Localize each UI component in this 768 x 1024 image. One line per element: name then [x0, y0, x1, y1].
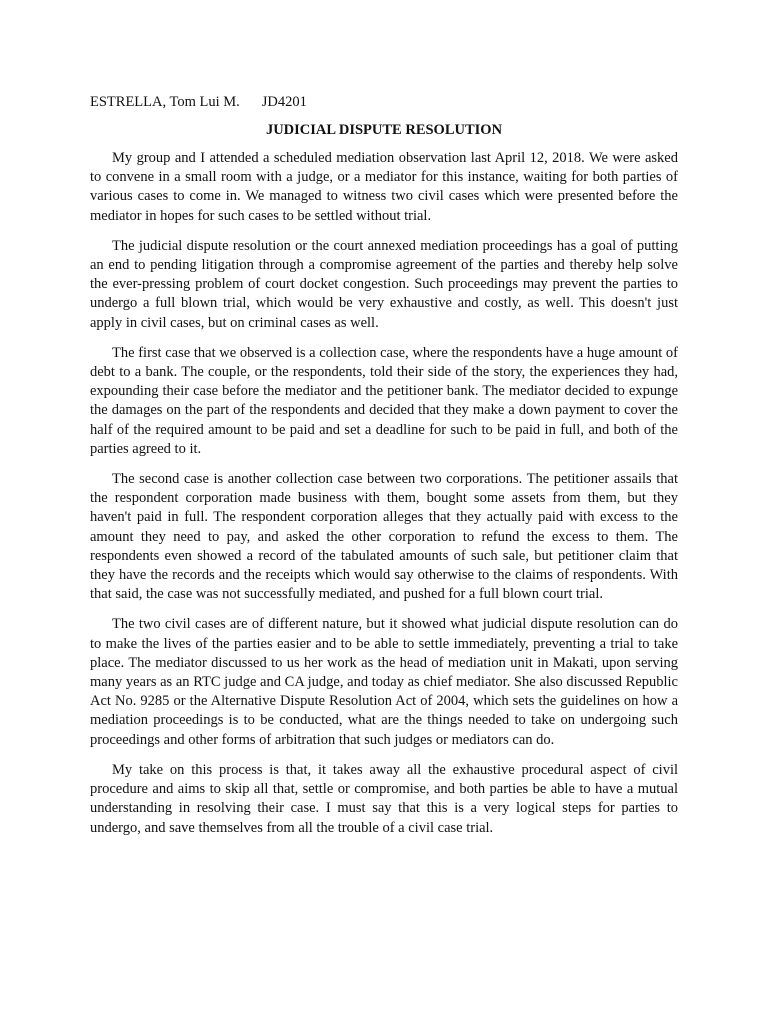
paragraph-6: My take on this process is that, it takes away all the exhaustive procedural aspect of civil procedure and aims to skip all that, settle or compromise, and both parties be able to have a mutual understanding in resolving their case. I must say that this is a very logical steps for parties to undergo, and save themselves from all the trouble of a civil case trial. [90, 761, 678, 836]
paragraph-2: The judicial dispute resolution or the court annexed mediation proceedings has a goal of putting an end to pending litigation through a compromise agreement of the parties and thereby help solve the ever-pressing problem of court docket congestion. Such proceedings may prevent the parties to undergo a full blown trial, which would be very exhaustive and costly, as well. This doesn't just apply in civil cases, but on criminal cases as well. [90, 237, 678, 331]
author-name: ESTRELLA, Tom Lui M. [90, 94, 240, 110]
author-header [90, 92, 307, 112]
document-title: JUDICIAL DISPUTE RESOLUTION [265, 122, 503, 138]
paragraph-5: The two civil cases are of different nature, but it showed what judicial dispute resolution can do to make the lives of the parties easier and to be able to settle immediately, preventing a trial to take place. The mediator discussed to us her work as the head of mediation unit in Makati, upon serving many years as an RTC judge and CA judge, and today as chief mediator. She also discussed Republic Act No. 9285 or the Alternative Dispute Resolution Act of 2004, which sets the guidelines on how a mediation proceedings is to be conducted, what are the things needed to take on undergoing such proceedings and other forms of arbitration that such judges or mediators can do. [90, 616, 678, 748]
paragraph-4: The second case is another collection case between two corporations. The petitioner assails that the respondent corporation made business with them, bought some assets from them, but they haven't paid in full. The respondent corporation alleges that they actually paid with excess to the amount they need to pay, and asked the other corporation to refund the excess to them. The respondents even showed a record of the tabulated amounts of such sale, but petitioner claim that they have the records and the receipts which would say otherwise to the claims of respondents. With that said, the case was not successfully mediated, and pushed for a full blown court trial. [90, 471, 678, 603]
document-body [90, 149, 678, 849]
paragraph-1: My group and I attended a scheduled mediation observation last April 12, 2018. We were asked to convene in a small room with a judge, or a mediator for this instance, waiting for both parties of various cases to come in. We managed to witness two civil cases which were presented before the mediator in hopes for such cases to be settled without trial. [90, 150, 678, 224]
course-code: JD4201 [261, 94, 307, 110]
paragraph-3: The first case that we observed is a collection case, where the respondents have a huge amount of debt to a bank. The couple, or the respondents, told their side of the story, the experiences they had, expounding their case before the mediator and the petitioner bank. The mediator decided to expunge the damages on the part of the respondents and decided that they make a down payment to cover the half of the required amount to be paid and set a deadline for such to be paid in full, and both of the parties agreed to it. [90, 344, 678, 457]
